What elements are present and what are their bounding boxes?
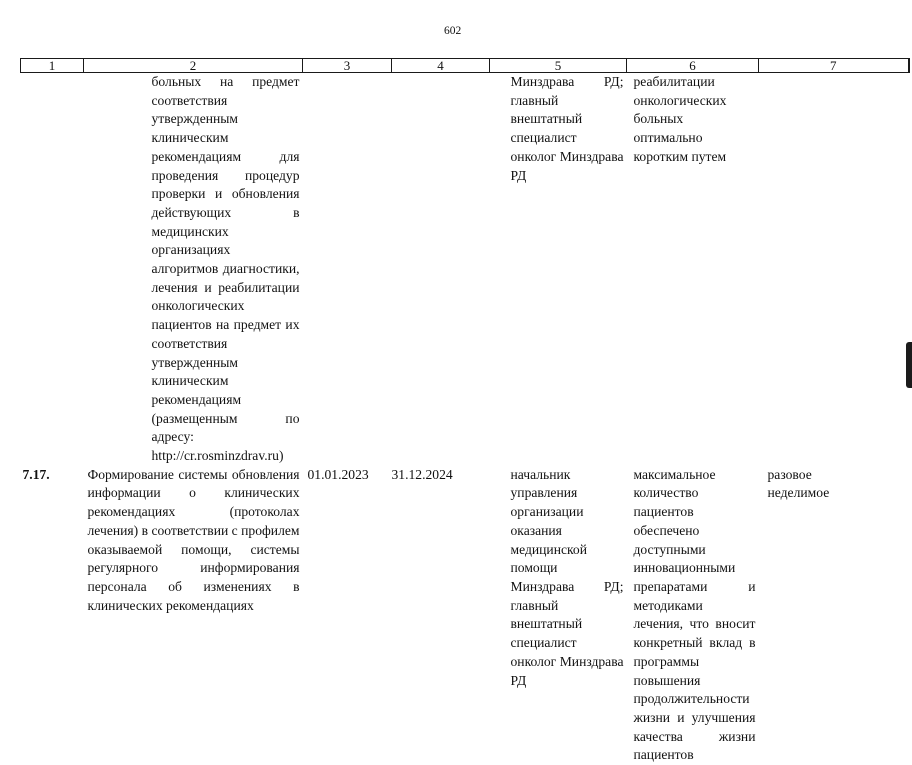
result-character: разовое неделимое (767, 466, 830, 501)
measure-description: больных на предмет соответствия утвержденным клиническим рекомендациям для проведения процедур проверки и обновления действующих в медицинских организациях алгоритмов диагностики, лечения и реабилитации онкологических пациентов на предмет их соответствия утвержденным клиническим рекомендациям (размещенным по адресу: http://cr.rosminzdrav.ru) (151, 74, 300, 464)
responsible-persons: Минздрава РД; главный внештатный специалист онколог Минздрава РД (510, 74, 624, 183)
column-number-header-row (21, 59, 909, 73)
column-header-3: 3 (303, 59, 392, 73)
end-date: 31.12.2024 (391, 466, 453, 482)
end-date (392, 73, 490, 466)
expected-result: максимальное количество пациентов обеспечено доступными инновационными препаратами и методиками лечения, что вносит конкретный вклад в программы повышения продолжительности жизни и улучшения качества жизни пациентов (633, 466, 756, 763)
result-character (759, 73, 909, 466)
column-header-6: 6 (627, 59, 759, 73)
column-header-2: 2 (84, 59, 303, 73)
responsible-persons: начальник управления организации оказания медицинской помощи Минздрава РД; главный внештатный специалист онколог Минздрава РД (510, 466, 624, 688)
start-date: 01.01.2023 (307, 466, 369, 482)
scan-edge-mark (906, 342, 912, 388)
expected-result: реабилитации онкологических больных оптимально коротким путем (633, 74, 727, 164)
column-header-4: 4 (392, 59, 490, 73)
table-row-continuation (21, 73, 909, 466)
start-date (303, 73, 392, 466)
table-row-7-17 (21, 466, 909, 765)
row-number (21, 73, 84, 466)
row-number: 7.17. (22, 466, 50, 482)
measures-table (20, 58, 910, 765)
column-header-5: 5 (490, 59, 627, 73)
column-header-1: 1 (21, 59, 84, 73)
measure-description: Формирование системы обновления информации о клинических рекомендациях (протоколах лечения) в соответствии с профилем оказываемой помощи, системы регулярного информирования персонала об изменениях в клинических рекомендациях (87, 466, 300, 613)
page-number: 602 (444, 25, 462, 37)
column-header-7: 7 (759, 59, 909, 73)
